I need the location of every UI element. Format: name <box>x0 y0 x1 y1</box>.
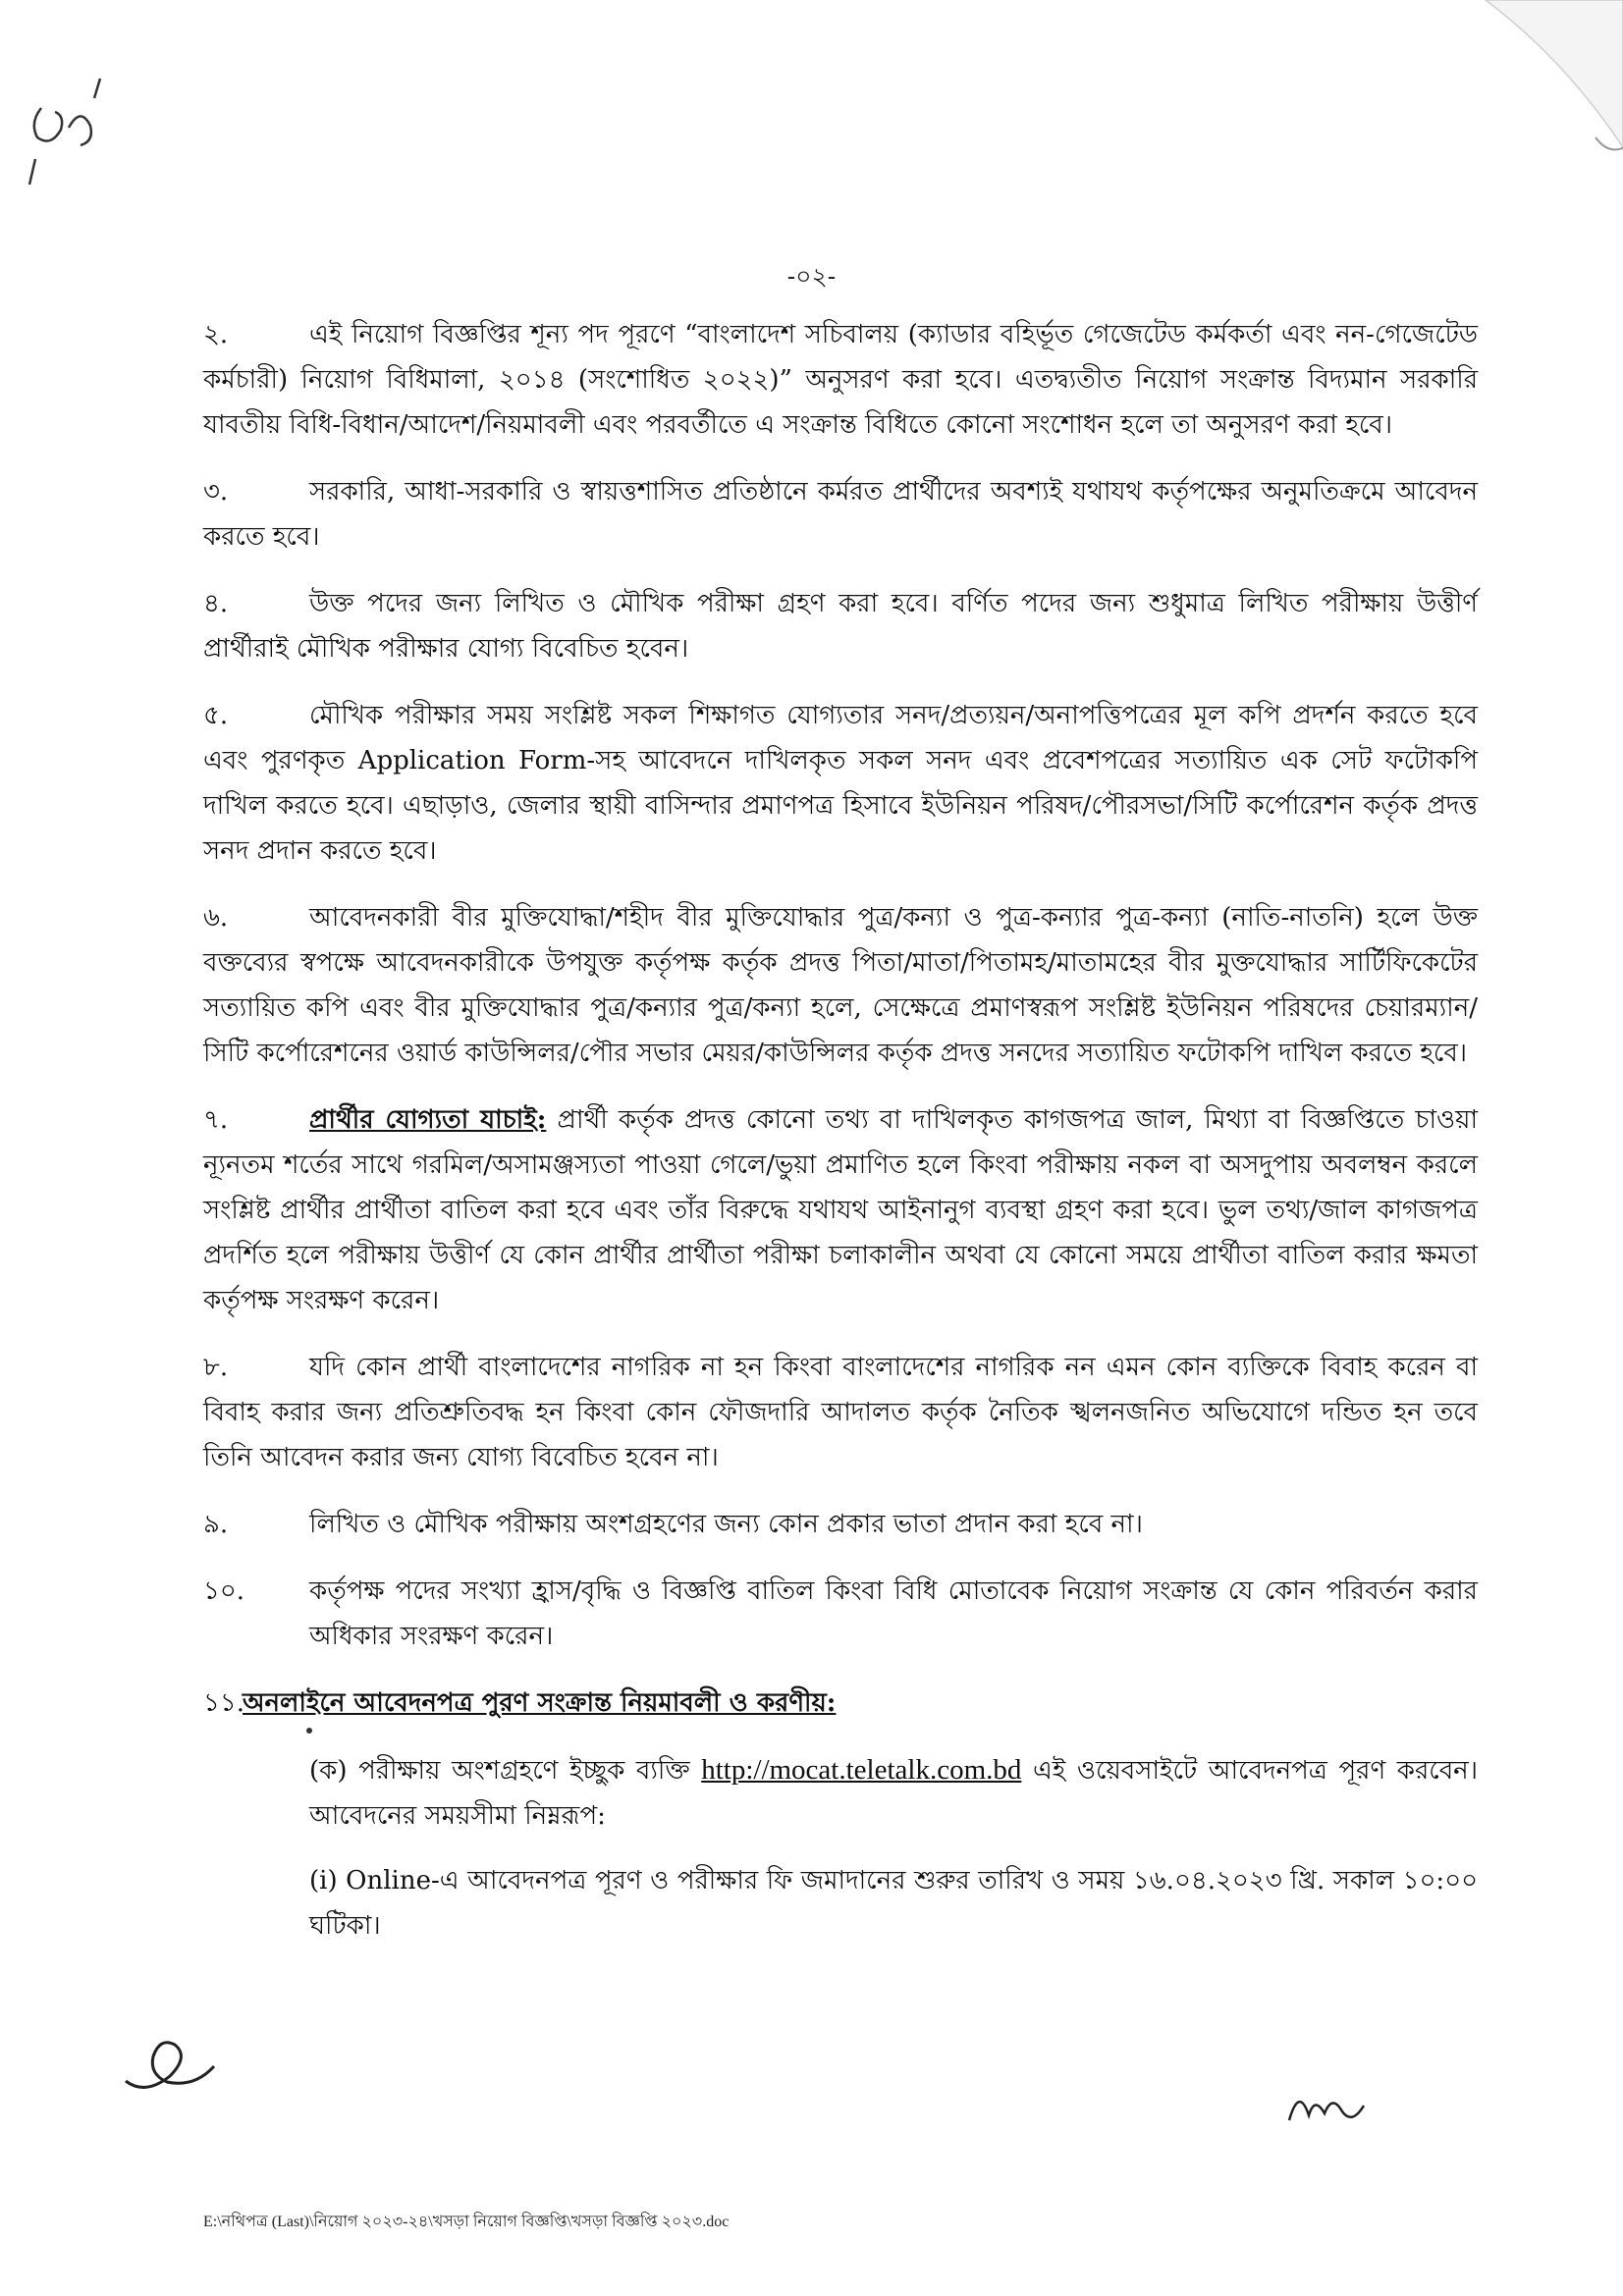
paragraph-7 <box>203 1097 1478 1323</box>
paragraph-number: ১১. <box>203 1688 245 1718</box>
section-heading-text: অনলাইনে আবেদনপত্র পুরণ সংক্রান্ত নিয়মাবলী ও করণীয়: <box>243 1688 837 1718</box>
paragraph-text: লিখিত ও মৌখিক পরীক্ষায় অংশগ্রহণের জন্য কোন প্রকার ভাতা প্রদান করা হবে না। <box>309 1510 1143 1539</box>
section-11-heading <box>203 1681 1478 1726</box>
paragraph-text: সরকারি, আধা-সরকারি ও স্বায়ত্তশাসিত প্রতিষ্ঠানে কর্মরত প্রার্থীদের অবশ্যই যথাযথ কর্তৃপক্ষের অনুমতিক্রমে আবেদন করতে হবে। <box>203 477 1478 552</box>
paragraph-text: উক্ত পদের জন্য লিখিত ও মৌখিক পরীক্ষা গ্রহণ করা হবে। বর্ণিত পদের জন্য শুধুমাত্র লিখিত পরীক্ষায় উত্তীর্ণ প্রার্থীরাই মৌখিক পরীক্ষার যোগ্য বিবেচিত হবেন। <box>203 589 1478 664</box>
paragraph-5 <box>203 693 1478 874</box>
item-text: (i) Online-এ আবেদনপত্র পূরণ ও পরীক্ষার ফি জমাদানের শুরুর তারিখ ও সময় ১৬.০৪.২০২৩ খ্রি. সকাল ১০:০০ ঘটিকা। <box>309 1866 1478 1941</box>
paragraph-number: ৯. <box>203 1510 229 1539</box>
item-text: (ক) পরীক্ষায় অংশগ্রহণে ইচ্ছুক ব্যক্তি <box>309 1756 702 1786</box>
paragraph-9 <box>203 1502 1478 1547</box>
paragraph-text: মৌখিক পরীক্ষার সময় সংশ্লিষ্ট সকল শিক্ষাগত যোগ্যতার সনদ/প্রত্যয়ন/অনাপত্তিপত্রের মূল কপি প্রদর্শন করতে হবে এবং পুরণকৃত Application Form-সহ আবেদনে দাখিলকৃত সকল সনদ এবং প্রবেশপত্রের সত্যায়িত এক সেট ফটোকপি দাখিল করতে হবে। এছাড়াও, জেলার স্থায়ী বাসিন্দার প্রমাণপত্র হিসাবে ইউনিয়ন পরিষদ/পৌরসভা/সিটি কর্পোরেশন কর্তৃক প্রদত্ত সনদ প্রদান করতে হবে। <box>203 701 1478 866</box>
handwritten-initial-left <box>116 2027 224 2106</box>
page-corner-curl <box>1368 0 1623 196</box>
stray-dot-mark <box>306 1728 312 1734</box>
paragraph-3 <box>203 469 1478 560</box>
paragraph-text: এই নিয়োগ বিজ্ঞপ্তির শূন্য পদ পূরণে “বাংলাদেশ সচিবালয় (ক্যাডার বহির্ভূত গেজেটেড কর্মকর্তা এবং নন-গেজেটেড কর্মচারী) নিয়োগ বিধিমালা, ২০১৪ (সংশোধিত ২০২২)” অনুসরণ করা হবে। এতদ্ব্যতীত নিয়োগ সংক্রান্ত বিদ্যমান সরকারি যাবতীয় বিধি-বিধান/আদেশ/নিয়মাবলী এবং পরবর্তীতে এ সংক্রান্ত বিধিতে কোনো সংশোধন হলে তা অনুসরণ করা হবে। <box>203 320 1478 440</box>
section-11-item-ka <box>309 1747 1478 1839</box>
paragraph-number: ৬. <box>203 903 229 933</box>
handwritten-margin-note <box>22 69 110 196</box>
website-link[interactable]: http://mocat.teletalk.com.bd <box>701 1754 1022 1786</box>
paragraph-10 <box>203 1569 1478 1659</box>
paragraph-number: ৩. <box>203 477 229 507</box>
footer-file-path: E:\নথিপত্র (Last)\নিয়োগ ২০২৩-২৪\খসড়া নিয়োগ বিজ্ঞপ্তি\খসড়া বিজ্ঞপ্তি ২০২৩.doc <box>203 2214 730 2230</box>
paragraph-number: ৪. <box>203 589 229 618</box>
paragraph-text: যদি কোন প্রার্থী বাংলাদেশের নাগরিক না হন কিংবা বাংলাদেশের নাগরিক নন এমন কোন ব্যক্তিকে বিবাহ করেন বা বিবাহ করার জন্য প্রতিশ্রুতিবদ্ধ হন কিংবা কোন ফৌজদারি আদালত কর্তৃক নৈতিক স্খলনজনিত অভিযোগে দন্ডিত হন তবে তিনি আবেদন করার জন্য যোগ্য বিবেচিত হবেন না। <box>203 1353 1478 1472</box>
paragraph-2 <box>203 312 1478 448</box>
paragraph-8 <box>203 1345 1478 1480</box>
paragraph-text: প্রার্থী কর্তৃক প্রদত্ত কোনো তথ্য বা দাখিলকৃত কাগজপত্র জাল, মিথ্যা বা বিজ্ঞপ্তিতে চাওয়া ন্যূনতম শর্তের সাথে গরমিল/অসামঞ্জস্যতা পাওয়া গেলে/ভুয়া প্রমাণিত হলে কিংবা পরীক্ষায় নকল বা অসদুপায় অবলম্বন করলে সংশ্লিষ্ট প্রার্থীর প্রার্থীতা বাতিল করা হবে এবং তাঁর বিরুদ্ধে যথাযথ আইনানুগ ব্যবস্থা গ্রহণ করা হবে। ভুল তথ্য/জাল কাগজপত্র প্রদর্শিত হলে পরীক্ষায় উত্তীর্ণ যে কোন প্রার্থীর প্রার্থীতা পরীক্ষা চলাকালীন অথবা যে কোনো সময়ে প্রার্থীতা বাতিল করার ক্ষমতা কর্তৃপক্ষ সংরক্ষণ করেন। <box>203 1105 1478 1315</box>
paragraph-number: ৮. <box>203 1353 229 1382</box>
paragraph-number: ১০. <box>203 1576 245 1606</box>
document-body <box>203 312 1478 1968</box>
handwritten-signature-right <box>1281 2076 1370 2135</box>
section-11-item-i <box>309 1858 1478 1949</box>
page-number: -০২- <box>786 262 837 291</box>
paragraph-lead-heading: প্রার্থীর যোগ্যতা যাচাই: <box>309 1105 547 1135</box>
paragraph-number: ৭. <box>203 1105 229 1135</box>
paragraph-6 <box>203 895 1478 1076</box>
paragraph-number: ২. <box>203 320 229 349</box>
paragraph-number: ৫. <box>203 701 229 730</box>
paragraph-4 <box>203 581 1478 671</box>
paragraph-text: আবেদনকারী বীর মুক্তিযোদ্ধা/শহীদ বীর মুক্তিযোদ্ধার পুত্র/কন্যা ও পুত্র-কন্যার পুত্র-কন্যা (নাতি-নাতনি) হলে উক্ত বক্তব্যের স্বপক্ষে আবেদনকারীকে উপযুক্ত কর্তৃপক্ষ কর্তৃক প্রদত্ত পিতা/মাতা/পিতামহ/মাতামহের বীর মুক্তযোদ্ধার সার্টিফিকেটের সত্যায়িত কপি এবং বীর মুক্তিযোদ্ধার পুত্র/কন্যার পুত্র/কন্যা হলে, সেক্ষেত্রে প্রমাণস্বরূপ সংশ্লিষ্ট ইউনিয়ন পরিষদের চেয়ারম্যান/সিটি কর্পোরেশনের ওয়ার্ড কাউন্সিলর/পৌর সভার মেয়র/কাউন্সিলর কর্তৃক প্রদত্ত সনদের সত্যায়িত ফটোকপি দাখিল করতে হবে। <box>203 903 1478 1068</box>
item-text: এই ওয়েবসাইটে আবেদনপত্র পূরণ করবেন। আবেদনের সময়সীমা নিম্নরূপ: <box>309 1756 1478 1831</box>
paragraph-text: কর্তৃপক্ষ পদের সংখ্যা হ্রাস/বৃদ্ধি ও বিজ্ঞপ্তি বাতিল কিংবা বিধি মোতাবেক নিয়োগ সংক্রান্ত যে কোন পরিবর্তন করার অধিকার সংরক্ষণ করেন। <box>309 1576 1478 1651</box>
